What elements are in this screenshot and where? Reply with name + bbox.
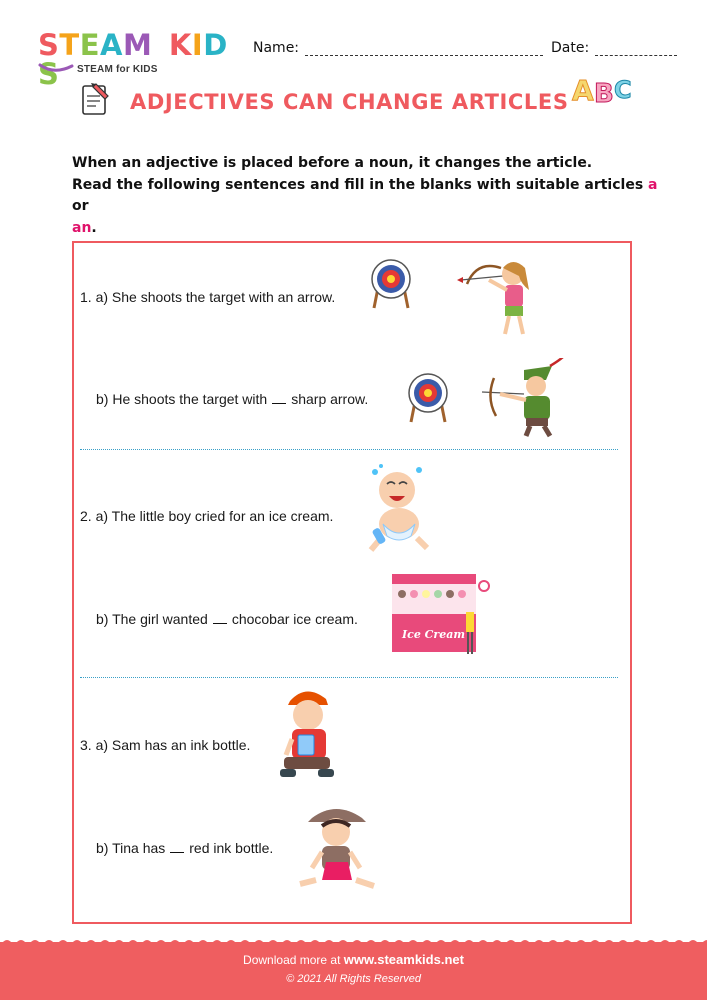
name-field[interactable] (253, 40, 543, 56)
ice-cream-shop-icon (390, 572, 490, 656)
instruction-line-3 (72, 218, 672, 240)
footer-download-text: Download more at (243, 953, 341, 967)
question-3b-post: red ink bottle. (189, 840, 274, 856)
question-3b (96, 840, 273, 856)
girl-with-ink-bottle-icon (296, 800, 380, 892)
footer (0, 942, 707, 1000)
steam-kids-logo (38, 28, 238, 91)
article-a: a (648, 176, 658, 193)
name-label: Name: (253, 40, 300, 56)
abc-letters-icon (570, 70, 642, 106)
question-1b-post: sharp arrow. (291, 391, 369, 407)
instruction-period: . (91, 219, 97, 236)
crying-baby-icon (365, 462, 435, 554)
worksheet-pencil-icon (78, 82, 112, 118)
question-2b (96, 611, 358, 627)
date-line[interactable] (595, 41, 677, 56)
title-row (78, 82, 569, 122)
page-title: ADJECTIVES CAN CHANGE ARTICLES (130, 90, 569, 114)
instruction-line-1: When an adjective is placed before a noun, it changes the article. (72, 155, 593, 171)
shop-sign: Ice Cream (402, 628, 465, 641)
boy-with-ink-bottle-icon (272, 683, 342, 785)
archery-target-icon (368, 258, 414, 310)
or-word: or (72, 198, 89, 214)
article-an: an (72, 219, 92, 236)
svg-text:B: B (594, 79, 614, 106)
question-1b-pre: b) He shoots the target with (96, 391, 268, 407)
svg-text:C: C (614, 76, 632, 104)
archer-girl-icon (455, 254, 545, 338)
archer-boy-icon (480, 358, 572, 438)
question-2b-pre: b) The girl wanted (96, 611, 208, 627)
footer-site-link[interactable]: www.steamkids.net (343, 952, 464, 967)
question-1a: 1. a) She shoots the target with an arrow. (80, 289, 336, 305)
question-1b (96, 391, 368, 407)
answer-blank-1[interactable] (272, 393, 286, 404)
archery-target-icon (405, 372, 451, 424)
date-field[interactable] (551, 40, 677, 56)
answer-blank-3[interactable] (170, 842, 184, 853)
footer-download (0, 952, 707, 967)
question-3b-pre: b) Tina has (96, 840, 166, 856)
section-separator (80, 677, 618, 678)
instruction-line-2 (72, 175, 672, 218)
instruction-line-2-text: Read the following sentences and fill in the blanks with suitable articles (72, 176, 644, 193)
logo-wordmark: STEAM KIDS (38, 28, 228, 91)
question-3a: 3. a) Sam has an ink bottle. (80, 737, 251, 753)
svg-text:A: A (572, 74, 594, 106)
date-label: Date: (551, 40, 590, 56)
footer-rights: © 2021 All Rights Reserved (286, 973, 421, 985)
instructions (72, 153, 672, 239)
name-line[interactable] (305, 41, 543, 56)
question-2b-post: chocobar ice cream. (231, 611, 358, 627)
answer-blank-2[interactable] (213, 613, 227, 624)
question-2a: 2. a) The little boy cried for an ice cream. (80, 508, 334, 524)
section-separator (80, 449, 618, 450)
logo-swoosh-icon (38, 61, 74, 75)
logo-subtitle: STEAM for KIDS (77, 64, 158, 75)
